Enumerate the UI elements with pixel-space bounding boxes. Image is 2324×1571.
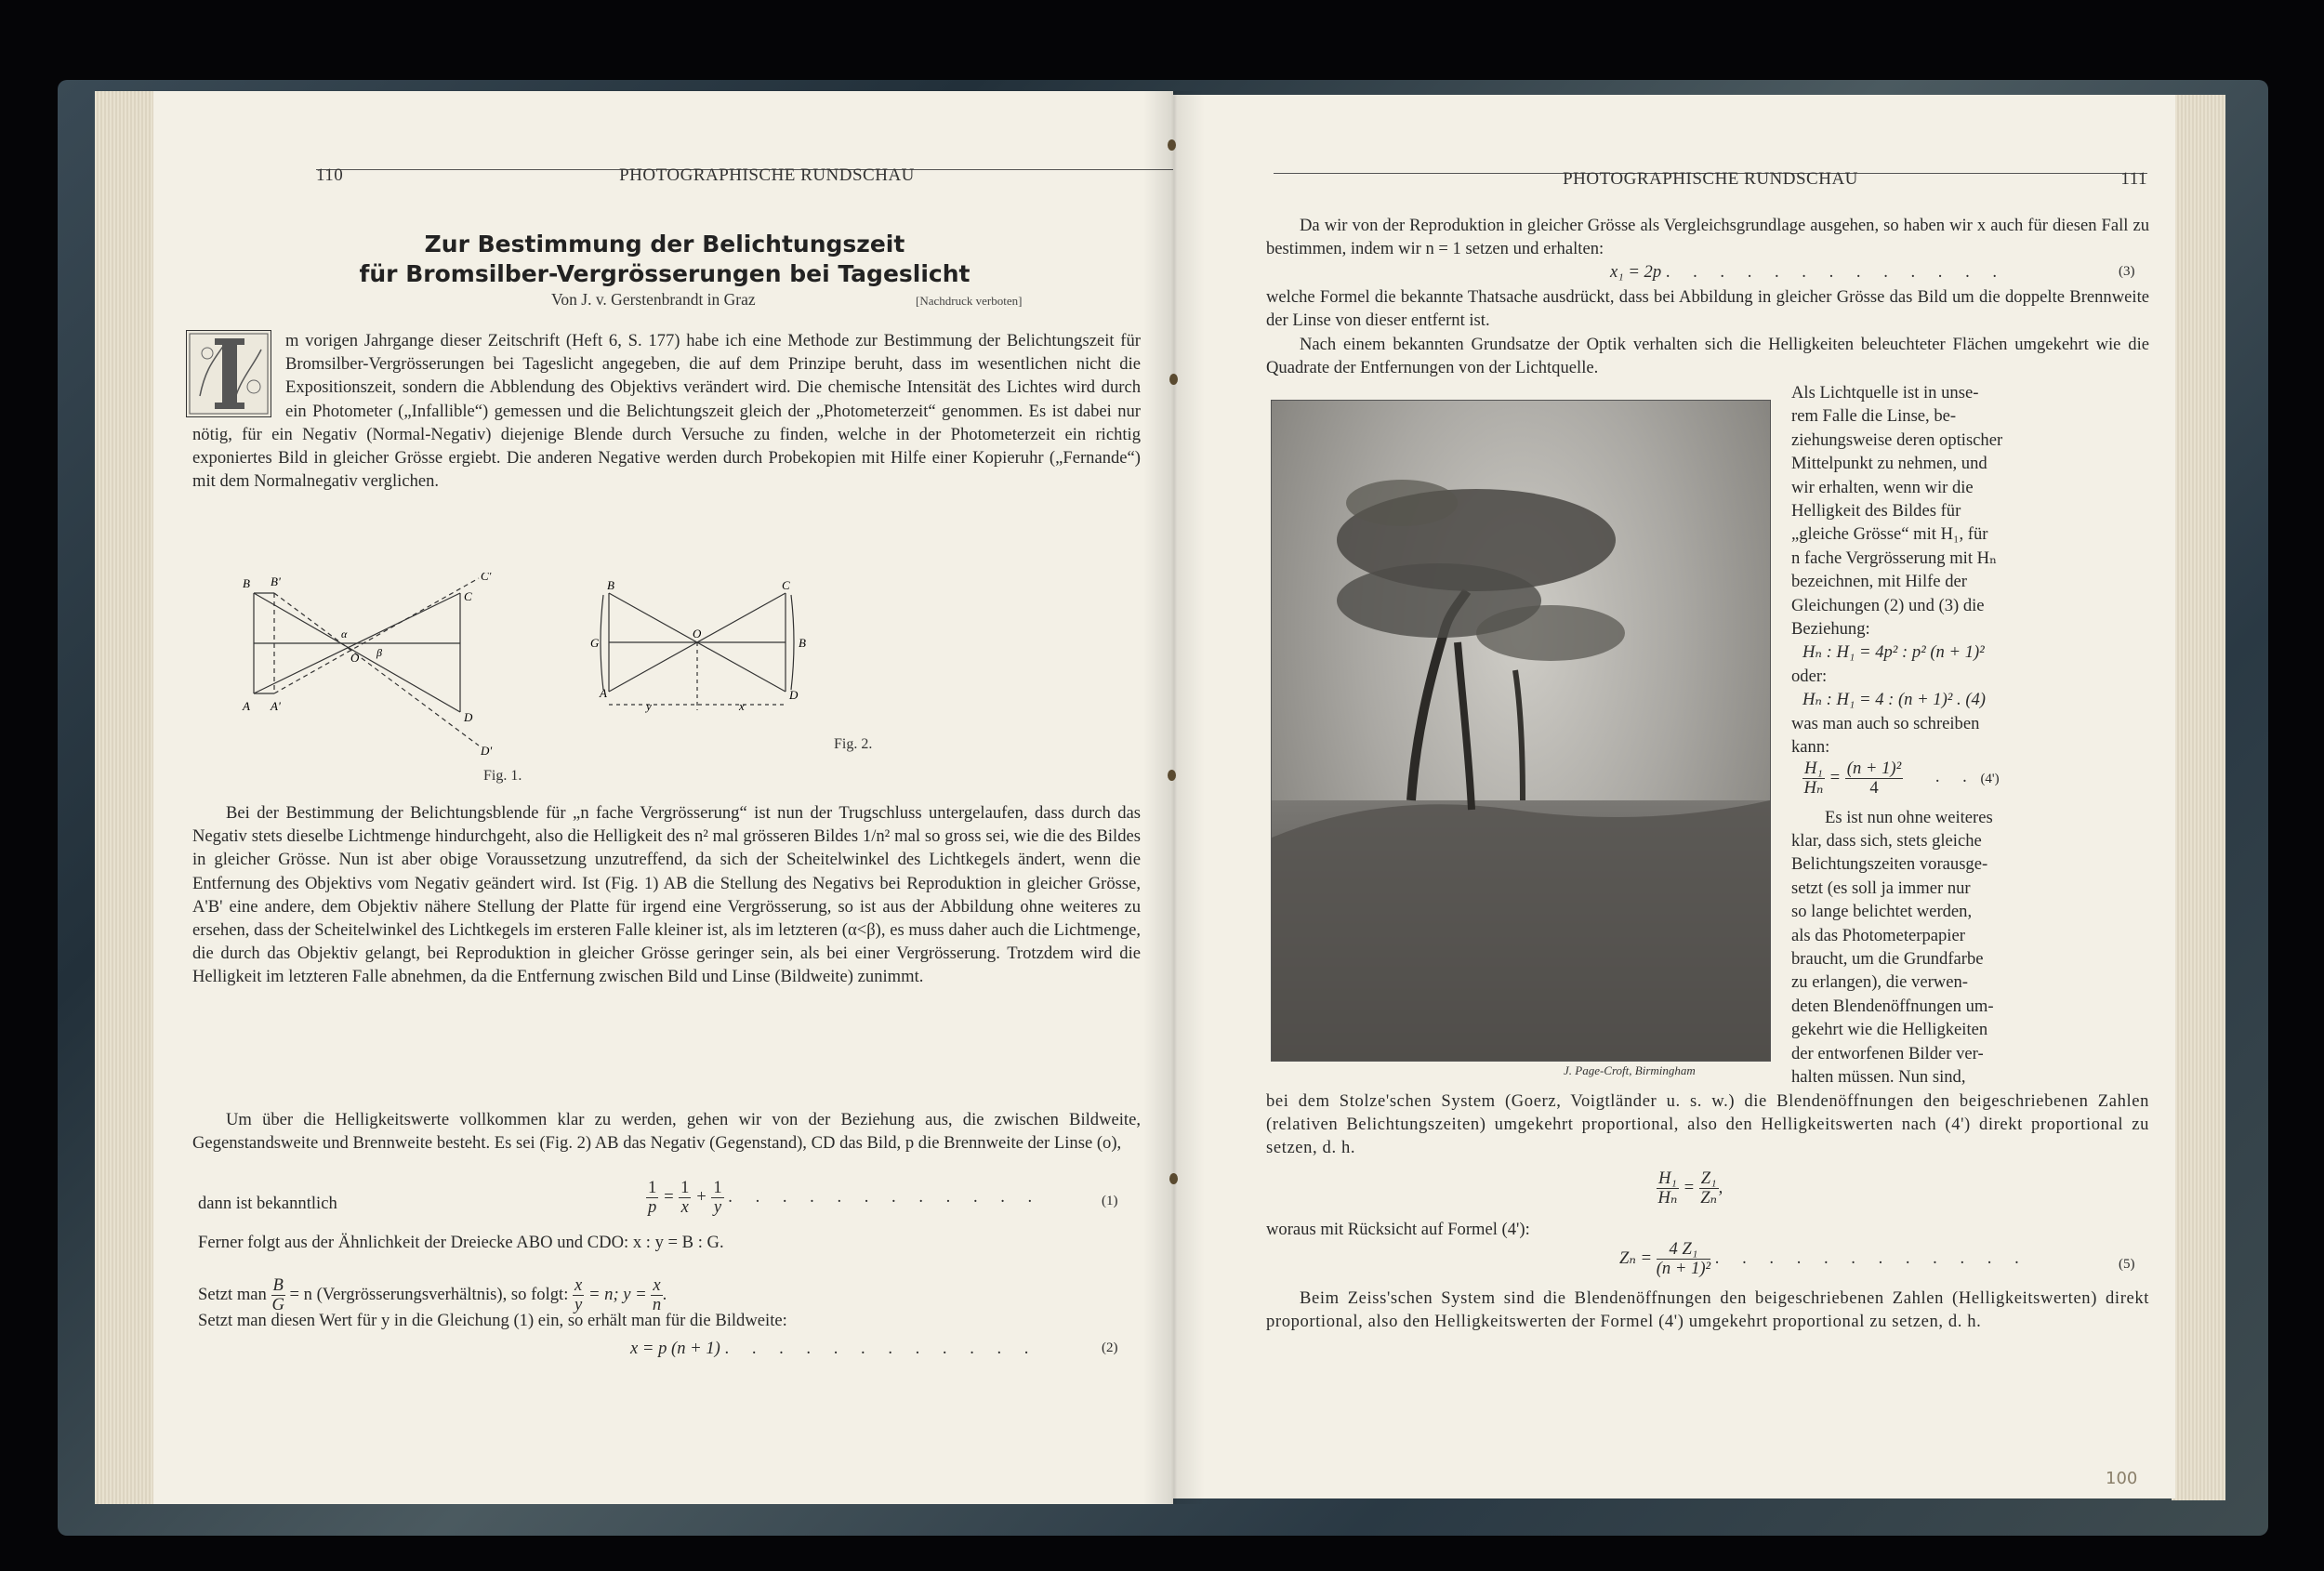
- fig1-label: α: [341, 627, 348, 640]
- binding-hole: [1168, 770, 1176, 781]
- side-line: n fache Vergrösserung mit Hₙ: [1791, 548, 1998, 568]
- right-paragraph-1b-text: welche Formel die bekannte Thatsache ausdrückt, dass bei Abbildung in gleicher Grösse das Bild um die doppelte Brennweite der Linse von dieser entfernt ist.: [1266, 287, 2149, 331]
- side-line: Belichtungszeiten vorausge-: [1791, 854, 1988, 875]
- setzt-text-a: Setzt man: [198, 1284, 267, 1304]
- paragraph-3-text: Um über die Helligkeitswerte vollkommen klar zu werden, gehen wir von der Beziehung aus, die zwischen Bildweite, Gegenstandsweite und Brennweite besteht. Es sei (Fig. 2) AB das Negativ (Gegenstand), CD das Bild, p die Brennweite der Linse (o),: [192, 1110, 1141, 1154]
- side-line: bezeichnen, mit Hilfe der: [1791, 572, 1967, 592]
- side-line: gekehrt wie die Helligkeiten: [1791, 1020, 1988, 1040]
- running-title: PHOTOGRAPHISCHE RUNDSCHAU: [1563, 169, 1858, 189]
- fig1-label: B: [243, 576, 250, 590]
- figure-1-diagram: [237, 573, 507, 768]
- running-head: [316, 165, 1218, 185]
- fig2-label: y: [646, 699, 652, 713]
- side-line: Mittelpunkt zu nehmen, und: [1791, 454, 1987, 474]
- fig1-label: A: [243, 699, 250, 713]
- eq3-text: x₁ = 2p: [1610, 262, 1662, 282]
- page-block-right: [2172, 95, 2225, 1500]
- article-title-line1: Zur Bestimmung der Belichtungszeit: [424, 231, 905, 257]
- side-line: was man auch so schreiben: [1791, 713, 1980, 733]
- fig1-label: O: [350, 651, 360, 665]
- fig2-label: G: [590, 636, 600, 650]
- tree-photograph: [1271, 400, 1771, 1062]
- running-title: PHOTOGRAPHISCHE RUNDSCHAU: [619, 165, 915, 185]
- binding-hole: [1169, 374, 1178, 385]
- running-head: [1274, 169, 2147, 189]
- paragraph-2-text: Bei der Bestimmung der Belichtungsblende für „n fache Vergrösserung“ ist nun der Trugschluss untergelaufen, dass durch das Negativ stets dieselbe Lichtmenge hindurchgeht, also die Helligkeit des n² mal grösseren Bildes 1/n² mal so gross sei, wie die des Bildes in gleicher Grösse. Nun ist aber obige Voraussetzung unzutreffend, da sich der Scheitelwinkel des Lichtkegels ändert, wenn die Entfernung des Objektivs vom Negativ geändert wird. Ist (Fig. 1) AB die Stellung des Negativs bei Reproduktion in gleicher Grösse, A'B' eine andere, dem Objektiv nähere Stellung der Platte für irgend eine Vergrösserung, so ist aus der Abbildung ohne weiteres zu ersehen, dass der Scheitelwinkel des Lichtkegels im ersteren Falle kleiner ist, als im letzteren (α<β), es muss daher auch die Lichtmenge, die durch das Objektiv gelangt, bei Reproduktion in gleicher Grösse geringer sein, als bei einer Vergrösserung. Trotzdem wird die Helligkeit im letzteren Falle abnehmen, da die Entfernung zwischen Bild und Linse (Bildweite) zunimmt.: [192, 803, 1141, 987]
- right-paragraph-4-text: Beim Zeiss'schen System sind die Blendenöffnungen den beigeschriebenen Zahlen (Helligkeitswerten) direkt proportional, also den Helligkeitswerten der Formel (4') umgekehrt proportional zu setzen, d. h.: [1266, 1288, 2149, 1332]
- side-line: „gleiche Grösse“ mit H₁, für: [1791, 524, 1988, 545]
- fig1-label: B': [271, 574, 281, 588]
- side-column-1: [1791, 381, 2150, 1089]
- side-line: Beziehung:: [1791, 619, 1870, 640]
- fig1-label: D': [481, 744, 493, 758]
- equation-proportional: $\frac{\text{H₁}}{\text{Hₙ}}$ = $\frac{\text{Z₁}}{\text{Zₙ}}$ ,: [1657, 1168, 1723, 1208]
- eq2-number: (2): [1102, 1340, 1118, 1355]
- equation-4: Hₙ : H₁ = 4 : (n + 1)² . (4): [1802, 690, 1986, 710]
- ferner-line: Ferner folgt aus der Ähnlichkeit der Dreiecke ABO und CDO: x : y = B : G.: [198, 1233, 724, 1252]
- right-page: [1173, 95, 2175, 1498]
- side-line: kann:: [1791, 737, 1830, 758]
- eq5-number: (5): [2119, 1257, 2135, 1272]
- figure-2-caption: Fig. 2.: [834, 736, 873, 752]
- side-line: Helligkeit des Bildes für: [1791, 501, 1961, 521]
- fig2-label: B: [799, 636, 806, 650]
- article-title-line2: für Bromsilber-Vergrösserungen bei Tageslicht: [359, 260, 971, 287]
- right-paragraph-2-text: Nach einem bekannten Grundsatze der Optik verhalten sich die Helligkeiten beleuchteter Flächen umgekehrt wie die Quadrate der Entfernungen von der Lichtquelle.: [1266, 335, 2149, 378]
- eq2-text: x = p (n + 1): [630, 1339, 720, 1358]
- side-line: ziehungsweise deren optischer: [1791, 429, 2003, 450]
- oder-label: oder:: [1791, 666, 1828, 686]
- equation-4-prime: $\frac{\text{H₁}}{\text{Hₙ}}$ = $\frac{\text{(n + 1)²}}{4}$ . . (4'): [1803, 758, 2000, 798]
- right-paragraph-3: [1266, 1089, 2149, 1160]
- book-gutter: [1143, 91, 1205, 1504]
- figure-2-diagram: [590, 580, 813, 719]
- equation-beziehung: Hₙ : H₁ = 4p² : p² (n + 1)²: [1802, 642, 1985, 663]
- side-line: setzt (es soll ja immer nur: [1791, 878, 1971, 898]
- fig1-label: C': [481, 573, 492, 583]
- side-line: als das Photometerpapier: [1791, 925, 1965, 945]
- binding-hole: [1169, 1173, 1178, 1184]
- fig2-label: O: [693, 627, 702, 640]
- fig1-label: A': [271, 699, 281, 713]
- left-page: [153, 91, 1173, 1504]
- side-line: Als Lichtquelle ist in unse-: [1791, 383, 1979, 403]
- right-paragraph-1-text: Da wir von der Reproduktion in gleicher Grösse als Vergleichsgrundlage ausgehen, so haben wir x auch für diesen Fall zu bestimmen, indem wir n = 1 setzen und erhalten:: [1266, 216, 2149, 259]
- side-line: rem Falle die Linse, be-: [1791, 406, 1957, 427]
- equation-5: Zₙ = $\frac{\text{4 Z₁}}{\text{(n + 1)²}}$ . . . . . . . . . . . .: [1619, 1239, 2028, 1278]
- side-line: der entworfenen Bilder ver-: [1791, 1043, 1984, 1063]
- woraus-line: woraus mit Rücksicht auf Formel (4'):: [1266, 1220, 1530, 1239]
- right-paragraph-3-text: bei dem Stolze'schen System (Goerz, Voigtländer u. s. w.) die Blendenöffnungen den beigeschriebenen Zahlen (relativen Belichtungszeiten) umgekehrt proportional, also den Helligkeitswerten nach (4') direkt proportional zu setzen, d. h.: [1266, 1091, 2149, 1158]
- side-line: zu erlangen), die verwen-: [1791, 972, 1968, 993]
- figure-1-caption: Fig. 1.: [483, 768, 522, 784]
- side-line: Es ist nun ohne weiteres: [1825, 807, 1993, 827]
- setzt-text-b: = n (Vergrösserungsverhältnis), so folgt:: [289, 1284, 569, 1304]
- page-number: 110: [316, 165, 344, 185]
- eq4-prime-number: (4'): [1980, 771, 2000, 786]
- fig2-label: B: [607, 580, 614, 592]
- pencil-mark: 100: [2106, 1469, 2138, 1488]
- side-line: deten Blendenöffnungen um-: [1791, 996, 1994, 1016]
- fig1-label: D: [464, 710, 473, 724]
- eq1-lead: dann ist bekanntlich: [198, 1194, 337, 1213]
- paragraph-3: [192, 1108, 1141, 1155]
- side-line: so lange belichtet werden,: [1791, 902, 1973, 922]
- fig2-label: C: [782, 580, 790, 592]
- side-line: Gleichungen (2) und (3) die: [1791, 595, 1985, 615]
- page-number: 111: [2120, 169, 2147, 189]
- byline: Von J. v. Gerstenbrandt in Graz: [551, 290, 756, 309]
- tree-photo-image: [1272, 401, 1770, 1061]
- fig2-label: A: [600, 686, 607, 700]
- fig1-label: C: [464, 589, 472, 603]
- paragraph-1-text: m vorigen Jahrgange dieser Zeitschrift (Heft 6, S. 177) habe ich eine Methode zur Bestimmung der Belichtungszeit für Bromsilber-Vergrösserungen bei Tageslicht angegeben, die auf dem Prinzipe beruht, dass im wesentlichen nicht die Expositionszeit, sondern die Abblendung des Objektivs verändert wird. Die chemische Intensität des Lichtes wird durch ein Photometer („Infallible“) gemessen und die Belichtungszeit gleich der „Photometerzeit“ genommen. Es ist dabei nur nötig, für ein Negativ (Normal-Negativ) diejenige Blende durch Versuche zu finden, welche in der Photometerzeit ein richtig exponiertes Bild in gleicher Grösse ergiebt. Die anderen Negative werden durch Probekopien mit Hilfe einer Kopieruhr („Fernande“) mit dem Normalnegativ verglichen.: [192, 331, 1141, 492]
- side-line: klar, dass sich, stets gleiche: [1791, 830, 1982, 851]
- right-paragraph-4: [1266, 1287, 2149, 1333]
- eq3-number: (3): [2119, 264, 2135, 279]
- page-block-left: [95, 91, 160, 1504]
- photo-caption: J. Page-Croft, Birmingham: [1564, 1063, 1696, 1077]
- right-paragraph-2: [1266, 333, 2149, 379]
- binding-hole: [1168, 139, 1176, 151]
- right-paragraph-1b: [1266, 285, 2149, 332]
- equation-2: x = p (n + 1) . . . . . . . . . . . .: [630, 1339, 1038, 1358]
- fig1-label: β: [376, 646, 382, 659]
- side-line: wir erhalten, wenn wir die: [1791, 477, 1974, 497]
- equation-1: $\frac{1}{p}$ = $\frac{1}{x}$ + $\frac{1}{y}$ . . . . . . . . . . . .: [648, 1178, 1042, 1217]
- equation-3: x₁ = 2p . . . . . . . . . . . . .: [1610, 262, 2007, 282]
- fig2-label: x: [739, 699, 745, 713]
- setzt-line-1: Setzt man $\frac{B}{G}$ = n (Vergrösserungsverhältnis), so folgt: $\frac{x}{y}$ = n; y = $\frac{x}{n}$ .: [198, 1275, 667, 1314]
- setzt-line-2: Setzt man diesen Wert für y in die Gleichung (1) ein, so erhält man für die Bildweite:: [198, 1311, 787, 1330]
- paragraph-2: [192, 801, 1141, 989]
- right-paragraph-1: [1266, 214, 2149, 260]
- paragraph-1: [192, 329, 1141, 493]
- reprint-note: [Nachdruck verboten]: [916, 294, 1023, 308]
- fig2-label: D: [789, 688, 799, 702]
- side-line: halten müssen. Nun sind,: [1791, 1066, 1966, 1087]
- side-line: braucht, um die Grundfarbe: [1791, 948, 1984, 969]
- eq1-number: (1): [1102, 1194, 1118, 1208]
